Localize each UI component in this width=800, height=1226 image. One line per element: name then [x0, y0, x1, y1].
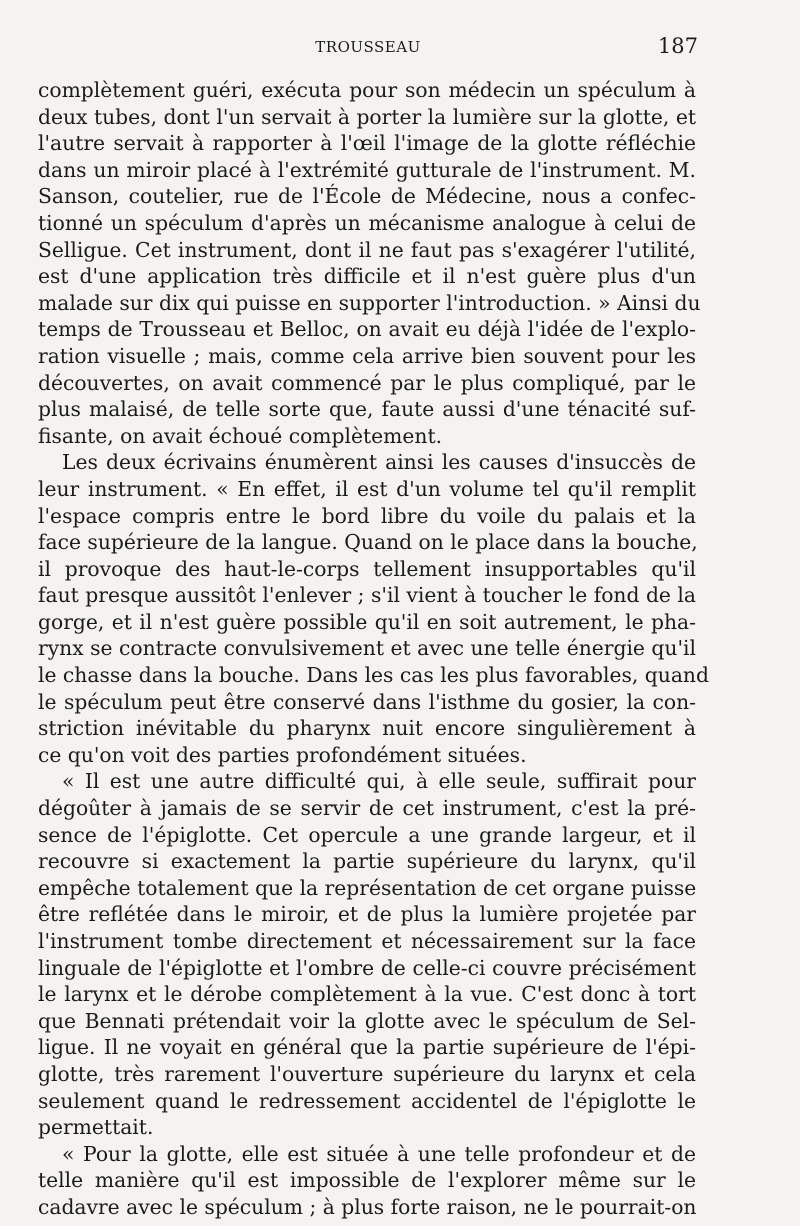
text-line: linguale de l'épiglotte et l'ombre de celle-ci couvre précisément [38, 955, 696, 980]
text-line: ration visuelle ; mais, comme cela arrive bien souvent pour les [38, 343, 696, 368]
text-line: est d'une application très difficile et il n'est guère plus d'un [38, 264, 696, 289]
text-line: tionné un spéculum d'après un mécanisme analogue à celui de [38, 210, 696, 235]
text-line: empêche totalement que la représentation de cet organe puisse [38, 875, 697, 900]
text-line: recouvre si exactement la partie supérieure du larynx, qu'il [38, 849, 696, 874]
text-line: telle manière qu'il est impossible de l'explorer même sur le [38, 1168, 696, 1193]
text-line: complètement guéri, exécuta pour son médecin un spéculum à [38, 78, 696, 102]
text-line: le larynx et le dérobe complètement à la vue. C'est donc à tort [38, 982, 696, 1007]
text-line: ligue. Il ne voyait en général que la partie supérieure de l'épi- [38, 1035, 696, 1060]
text-line: face supérieure de la langue. Quand on le place dans la bouche, [38, 530, 698, 555]
text-line: l'instrument tombe directement et nécessairement sur la face [38, 929, 696, 953]
text-line: ce qu'on voit des parties profondément situées. [38, 742, 527, 767]
text-line: dégoûter à jamais de se servir de cet instrument, c'est la pré- [38, 796, 696, 821]
text-line: Sanson, coutelier, rue de l'École de Médecine, nous a confec- [38, 184, 696, 209]
text-line: être reflétée dans le miroir, et de plus la lumière projetée par [38, 902, 696, 927]
text-line: « Pour la glotte, elle est située à une telle profondeur et de [62, 1141, 696, 1166]
text-line: fisante, on avait échoué complètement. [38, 423, 443, 448]
text-line: seulement quand le redressement accidentel de l'épiglotte le [38, 1088, 696, 1113]
text-line: « Il est une autre difficulté qui, à elle seule, suffirait pour [62, 769, 696, 794]
body-text [38, 77, 709, 1221]
text-line: striction inévitable du pharynx nuit encore singulièrement à [38, 716, 696, 741]
text-line: que Bennati prétendait voir la glotte avec le spéculum de Sel- [38, 1008, 696, 1033]
text-line: découvertes, on avait commencé par le plus compliqué, par le [38, 370, 696, 395]
text-line: le spéculum peut être conservé dans l'isthme du gosier, la con- [38, 689, 696, 714]
text-line: deux tubes, dont l'un servait à porter la lumière sur la glotte, et [38, 104, 696, 129]
text-line: le chasse dans la bouche. Dans les cas les plus favorables, quand [38, 663, 709, 688]
text-line: dans un miroir placé à l'extrémité gutturale de l'instrument. M. [38, 157, 696, 182]
text-line: Les deux écrivains énumèrent ainsi les causes d'insuccès de [62, 450, 696, 475]
text-line: plus malaisé, de telle sorte que, faute aussi d'une ténacité suf- [38, 397, 696, 422]
text-line: Selligue. Cet instrument, dont il ne faut pas s'exagérer l'utilité, [38, 237, 696, 262]
text-line: cadavre avec le spéculum ; à plus forte raison, ne le pourrait-on [38, 1194, 697, 1219]
text-line: temps de Trousseau et Belloc, on avait eu déjà l'idée de l'explo- [38, 317, 696, 342]
text-line: faut presque aussitôt l'enlever ; s'il vient à toucher le fond de la [38, 583, 696, 608]
text-line: gorge, et il n'est guère possible qu'il en soit autrement, le pha- [38, 609, 696, 634]
page-number: 187 [657, 34, 698, 58]
text-line: sence de l'épiglotte. Cet opercule a une grande largeur, et il [38, 822, 696, 847]
text-line: rynx se contracte convulsivement et avec une telle énergie qu'il [38, 636, 696, 661]
text-line: l'autre servait à rapporter à l'œil l'image de la glotte réfléchie [38, 131, 696, 156]
running-head [38, 34, 698, 58]
running-title: TROUSSEAU [315, 38, 421, 56]
text-line: permettait. [38, 1115, 154, 1140]
text-line: leur instrument. « En effet, il est d'un volume tel qu'il remplit [38, 476, 696, 501]
text-line: l'espace compris entre le bord libre du voile du palais et la [38, 503, 696, 528]
text-line: il provoque des haut-le-corps tellement insupportables qu'il [38, 556, 696, 581]
text-line: glotte, très rarement l'ouverture supérieure du larynx et cela [38, 1061, 696, 1086]
text-line: malade sur dix qui puisse en supporter l'introduction. » Ainsi du [38, 290, 701, 315]
